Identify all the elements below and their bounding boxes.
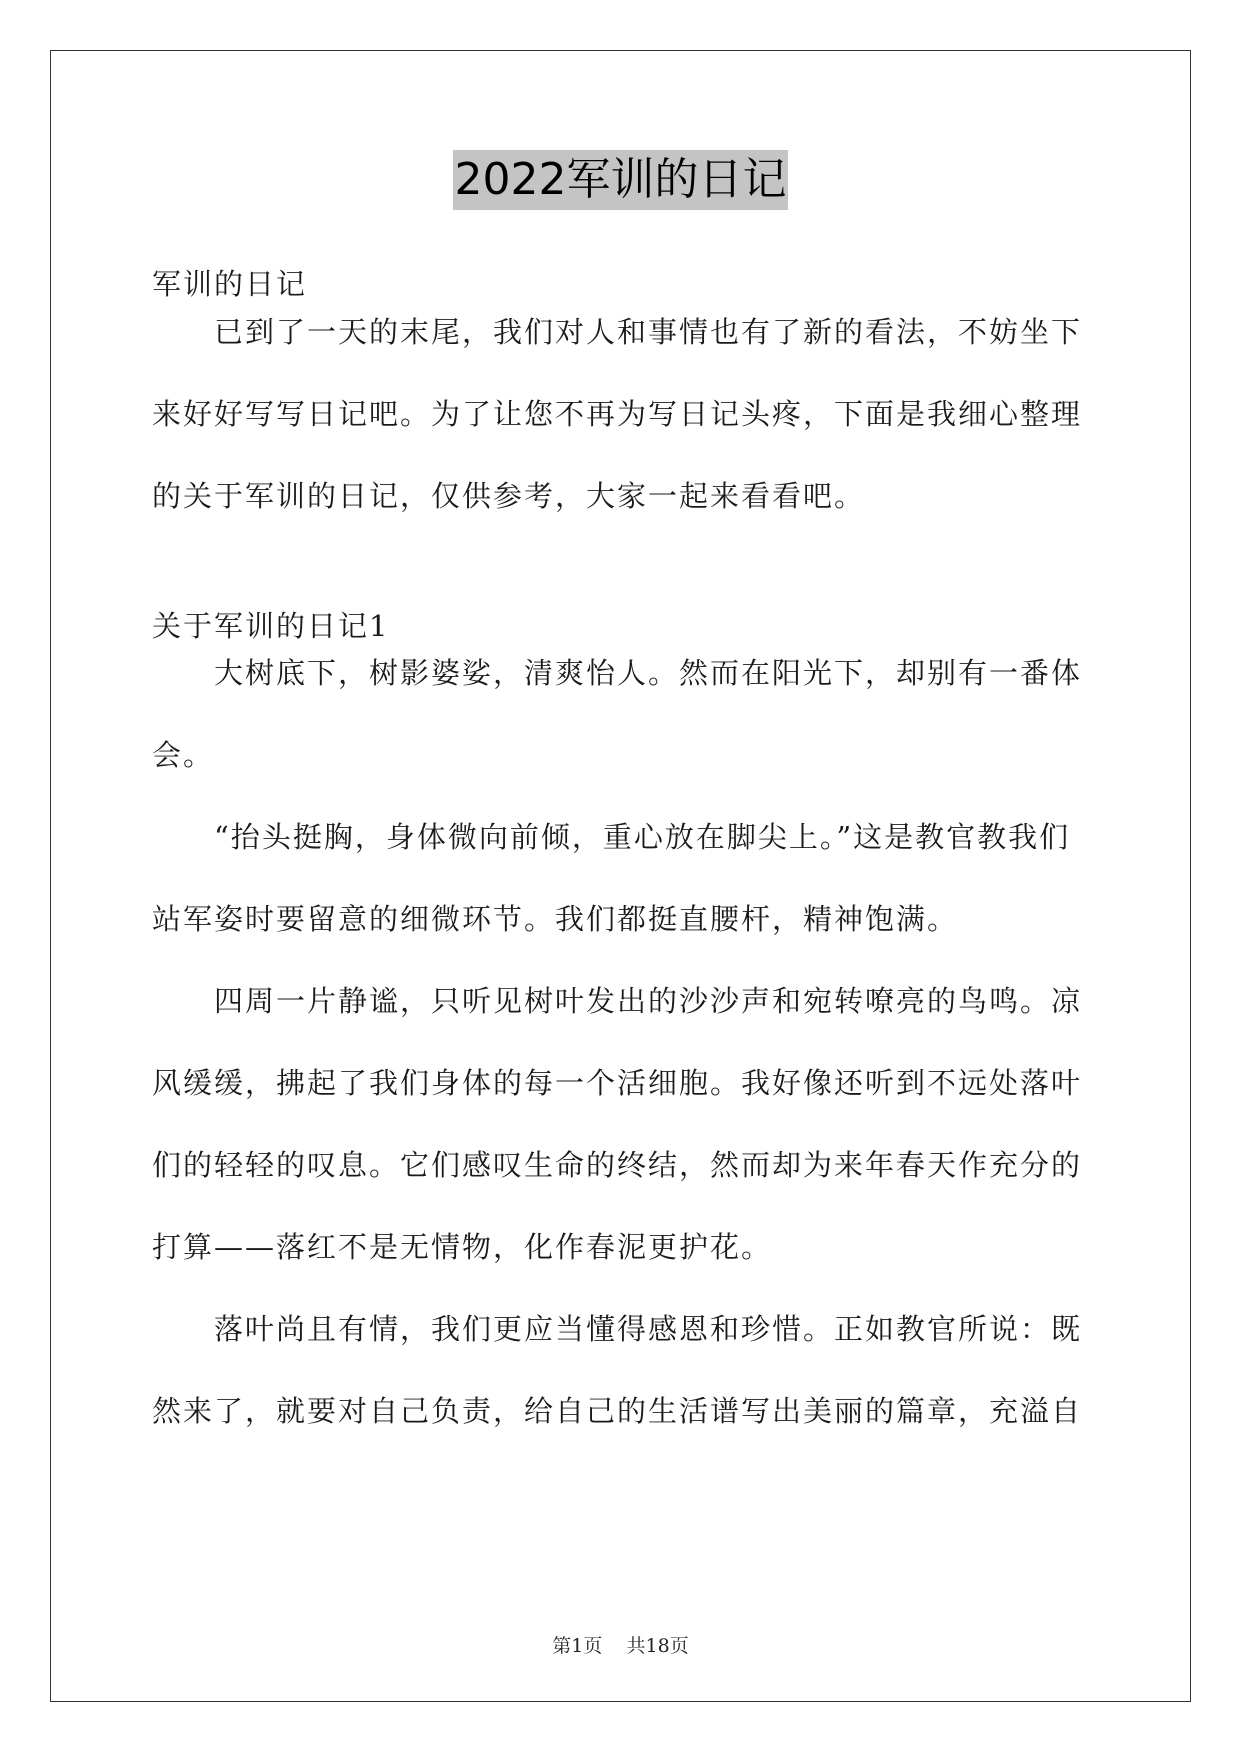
page-footer: 第1页 共18页 [552,1635,689,1657]
body-paragraph-2: “抬头挺胸，身体微向前倾，重心放在脚尖上。”这是教官教我们站军姿时要留意的细微环节。我们都挺直腰杆，精神饱满。 [152,820,1071,936]
body-paragraph-3: 四周一片静谧，只听见树叶发出的沙沙声和宛转嘹亮的鸟鸣。凉风缓缓，拂起了我们身体的每一个活细胞。我好像还听到不远处落叶们的轻轻的叹息。它们感叹生命的终结，然而却为来年春天作充分的打算——落红不是无情物，化作春泥更护花。 [152,984,1083,1264]
title-container [0,150,1241,210]
body-paragraph-4: 落叶尚且有情，我们更应当懂得感恩和珍惜。正如教官所说：既然来了，就要对自己负责，给自己的生活谱写出美丽的篇章，充溢自 [152,1312,1083,1428]
document-title: 2022军训的日记 [453,150,789,210]
article-body [152,632,1089,1452]
body-paragraph-1: 大树底下，树影婆娑，清爽怡人。然而在阳光下，却别有一番体会。 [152,656,1083,772]
section-title: 关于军训的日记1 [152,609,390,643]
document-heading: 军训的日记 [152,267,308,301]
intro-paragraph: 已到了一天的末尾，我们对人和事情也有了新的看法，不妨坐下来好好写写日记吧。为了让您不再为写日记头疼，下面是我细心整理的关于军训的日记，仅供参考，大家一起来看看吧。 [152,315,1083,513]
